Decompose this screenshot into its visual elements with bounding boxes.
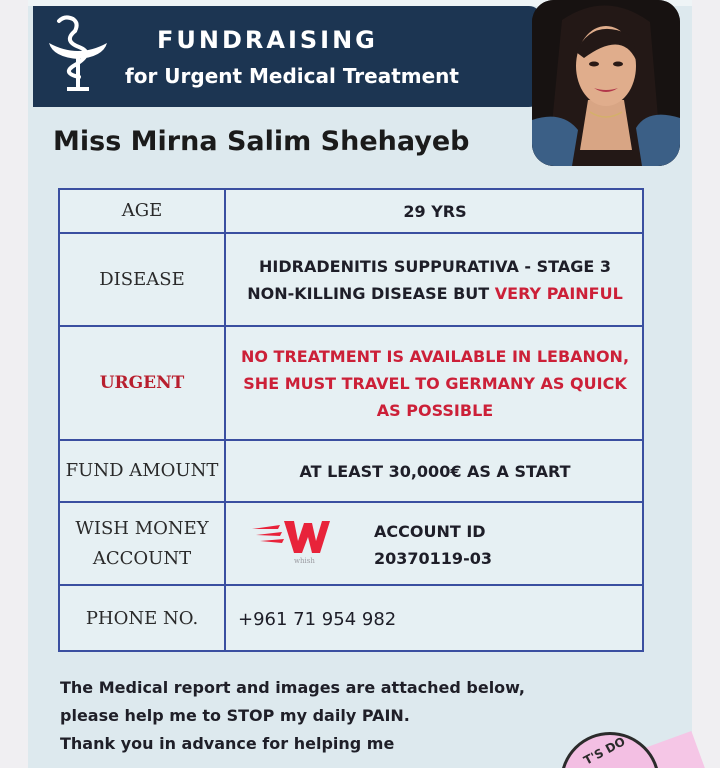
patient-name: Miss Mirna Salim Shehayeb [53, 126, 470, 157]
phone-value: +961 71 954 982 [238, 608, 397, 630]
urgent-value [228, 327, 642, 439]
wish-label-line-1: WISH MONEY [75, 517, 209, 539]
banner-title: FUNDRAISING [157, 26, 378, 54]
footer-message [60, 674, 525, 758]
banner-subtitle: for Urgent Medical Treatment [125, 64, 459, 88]
row-urgent [60, 327, 642, 441]
disease-line-2-b: VERY PAINFUL [494, 283, 623, 303]
row-age [60, 190, 642, 234]
wish-label-line-2: ACCOUNT [92, 547, 192, 569]
footer-line-2: please help me to STOP my daily PAIN. [60, 706, 410, 725]
urgent-line-1: NO TREATMENT IS AVAILABLE IN LEBANON, [240, 346, 630, 366]
fundraising-card [28, 0, 692, 768]
row-fund [60, 441, 642, 503]
medical-snake-cup-icon [45, 13, 111, 93]
account-id-value: 20370119-03 [374, 549, 492, 568]
disease-line-1: HIDRADENITIS SUPPURATIVA - STAGE 3 [259, 256, 611, 276]
urgent-line-2: SHE MUST TRAVEL TO GERMANY AS QUICK [243, 373, 627, 393]
footer-line-1: The Medical report and images are attached below, [60, 678, 525, 697]
whish-logo-word: whish [294, 557, 315, 565]
header-banner [33, 6, 541, 107]
fund-value: AT LEAST 30,000€ AS A START [299, 461, 571, 481]
info-table [58, 188, 644, 652]
disease-label: DISEASE [60, 234, 226, 325]
account-id-label: ACCOUNT ID [374, 522, 486, 541]
age-value: 29 YRS [403, 201, 467, 221]
age-label: AGE [60, 190, 226, 232]
disease-line-2-a: NON-KILLING DISEASE BUT [247, 283, 495, 303]
wish-label [60, 503, 226, 584]
fund-label: FUND AMOUNT [60, 441, 226, 501]
row-disease [60, 234, 642, 327]
portrait-photo [532, 0, 680, 166]
footer-line-3: Thank you in advance for helping me [60, 734, 395, 753]
sticker-text: T'S DO [581, 734, 628, 768]
row-phone [60, 586, 642, 652]
row-wish [60, 503, 642, 586]
disease-line-2 [247, 280, 623, 307]
phone-label: PHONE NO. [60, 586, 226, 652]
urgent-line-3: AS POSSIBLE [376, 400, 494, 420]
disease-value [228, 234, 642, 325]
whish-logo-icon [250, 515, 330, 565]
wish-value [228, 503, 642, 584]
account-info [374, 518, 492, 572]
urgent-label: URGENT [60, 327, 226, 439]
